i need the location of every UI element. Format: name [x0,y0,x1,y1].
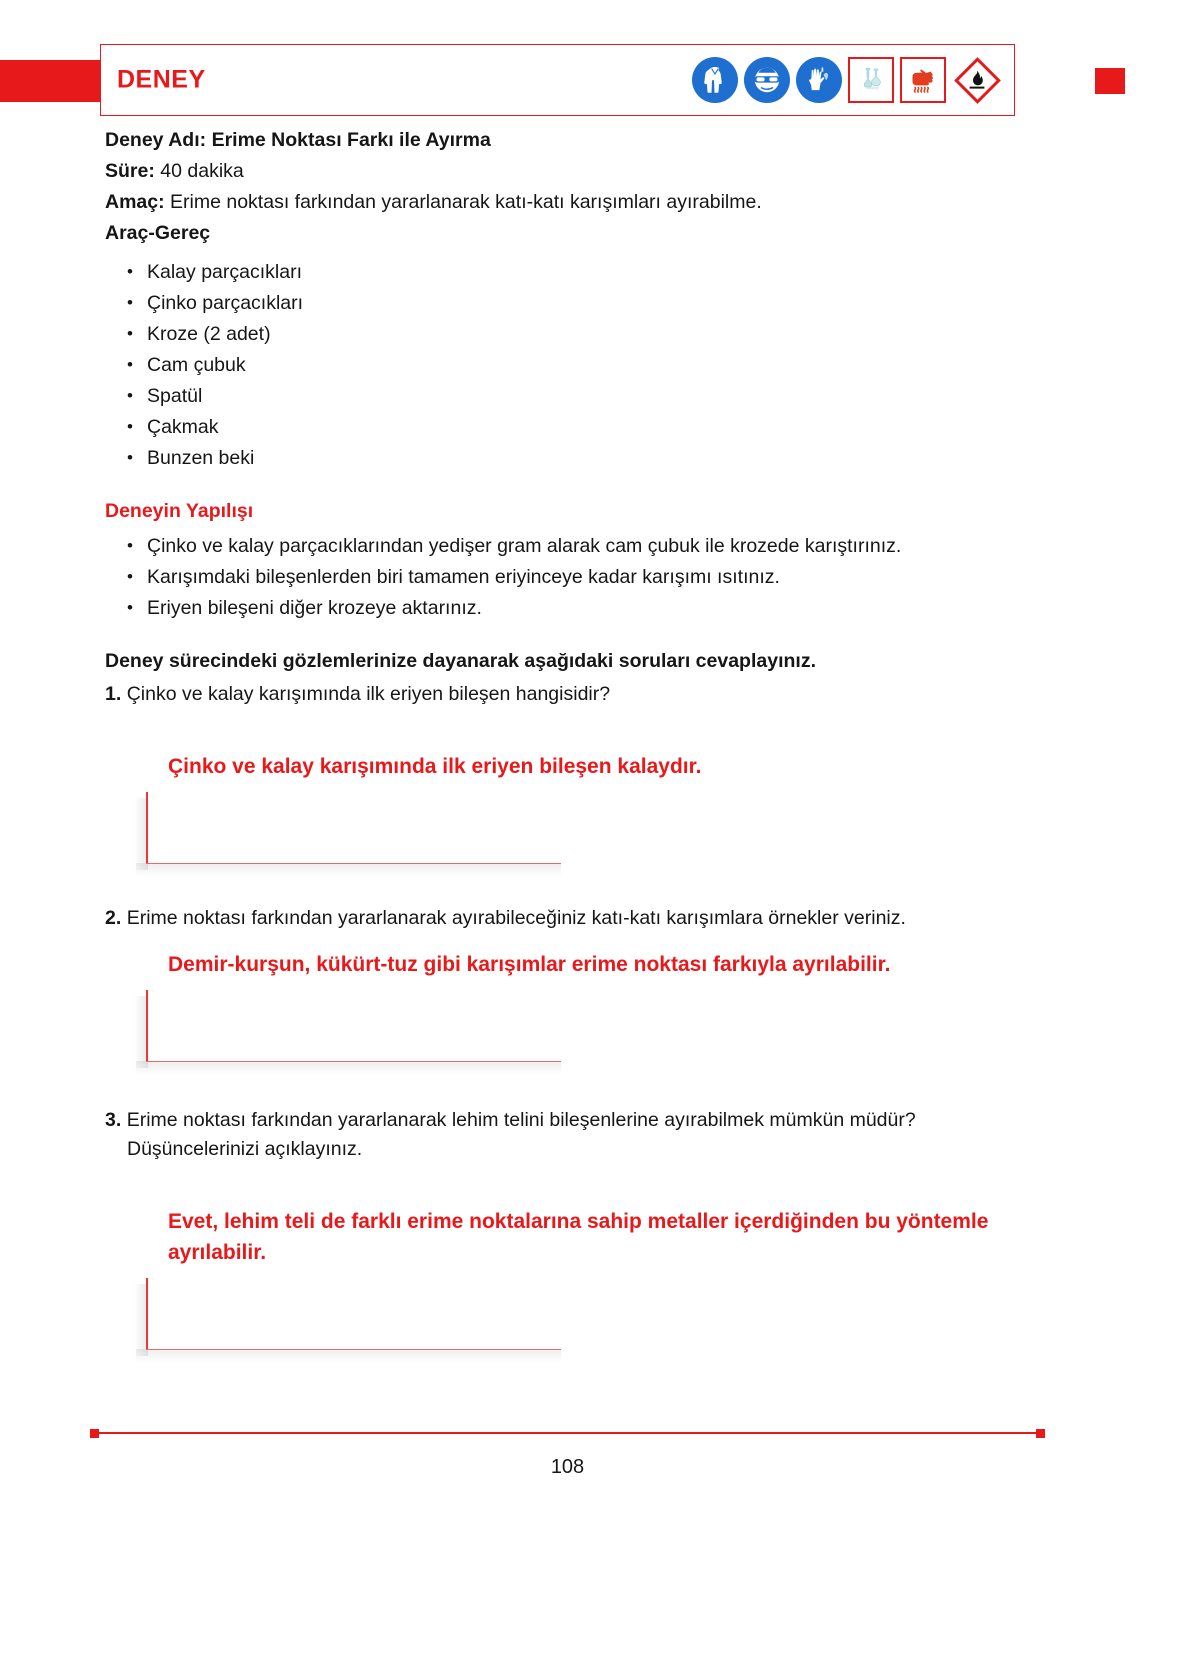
question-text: Erime noktası farkından yararlanarak lehim telini bileşenlerine ayırabilmek mümkün müdür? Düşüncelerinizi açıklayınız. [126,1109,916,1160]
list-item: • Çakmak [105,412,1045,443]
list-item: • Çinko ve kalay parçacıklarından yedişer gram alarak cam çubuk ile krozede karıştırınız. [105,531,1045,562]
hot-surface-hand-icon [900,57,946,103]
question-number: 3. [105,1109,122,1131]
answer-box-bottom-rule [146,863,561,864]
experiment-name-value: Erime Noktası Farkı ile Ayırma [211,129,491,151]
experiment-duration-line [105,156,1045,187]
section-spacer [105,1062,1045,1102]
question-text: Çinko ve kalay karışımında ilk eriyen bileşen hangisidir? [126,683,611,705]
list-item: • Karışımdaki bileşenlerden biri tamamen eriyinceye kadar karışımı ısıtınız. [105,562,1045,593]
list-item: • Cam çubuk [105,350,1045,381]
answer-spacer [105,725,1045,751]
list-item: • Eriyen bileşeni diğer krozeye aktarınız. [105,593,1045,624]
footer-dot-right [1036,1429,1045,1438]
questions-prompt: Deney sürecindeki gözlemlerinize dayanarak aşağıdaki soruları cevaplayınız. [105,650,816,672]
answer-box-2[interactable] [146,990,561,1062]
experiment-duration-value: 40 dakika [160,160,244,182]
question-3 [105,1106,1045,1164]
header-left-accent-tab [0,60,105,102]
list-item: • Kalay parçacıkları [105,257,1045,288]
experiment-header [0,44,1187,118]
list-item: • Spatül [105,381,1045,412]
section-spacer [105,864,1045,904]
experiment-name-label: Deney Adı: [105,129,207,151]
question-2 [105,904,1045,933]
procedure-list [105,531,1045,624]
list-item: • Bunzen beki [105,443,1045,474]
page-title: DENEY [117,65,206,94]
question-text: Erime noktası farkından yararlanarak ayırabileceğiniz katı-katı karışımlara örnekler veriniz. [126,907,906,929]
lab-coat-icon [692,57,738,103]
safety-goggles-icon [744,57,790,103]
answer-box-left-rule [146,792,148,864]
answer-text-2: Demir-kurşun, kükürt-tuz gibi karışımlar erime noktası farkıyla ayrılabilir. [168,953,891,976]
answer-block-2 [105,949,1045,1062]
answer-text-1: Çinko ve kalay karışımında ilk eriyen bileşen kalaydır. [168,755,702,778]
glassware-icon [848,57,894,103]
answer-box-left-rule [146,1278,148,1350]
materials-heading: Araç-Gereç [105,222,211,244]
list-item: • Çinko parçacıkları [105,288,1045,319]
answer-box-3[interactable] [146,1278,561,1350]
answer-block-3 [105,1180,1045,1350]
answer-box-1[interactable] [146,792,561,864]
answer-box-bottom-rule [146,1349,561,1350]
protective-gloves-icon [796,57,842,103]
experiment-name-line [105,125,1045,156]
experiment-body [105,125,1045,1350]
answer-box-shadow-bottom [136,1349,561,1363]
footer-dot-left [90,1429,99,1438]
procedure-heading: Deneyin Yapılışı [105,500,254,522]
page-number: 108 [550,1456,585,1478]
experiment-purpose-label: Amaç: [105,191,165,213]
answer-text-3: Evet, lehim teli de farklı erime noktalarına sahip metaller içerdiğinden bu yöntemle ayrılabilir. [168,1210,989,1264]
list-item: • Kroze (2 adet) [105,319,1045,350]
page-footer [90,1432,1045,1512]
answer-block-1 [105,725,1045,864]
answer-box-bottom-rule [146,1061,561,1062]
question-number: 1. [105,683,122,705]
question-1 [105,680,1045,709]
answer-box-left-rule [146,990,148,1062]
footer-rule [90,1432,1045,1434]
header-right-accent-tab [1095,68,1125,94]
question-number: 2. [105,907,122,929]
safety-icon-row [692,55,1002,105]
materials-list [105,257,1045,474]
header-box [100,44,1015,116]
experiment-purpose-value: Erime noktası farkından yararlanarak katı-katı karışımları ayırabilme. [170,191,762,213]
experiment-duration-label: Süre: [105,160,155,182]
flammable-hazard-diamond-icon [952,55,1002,105]
answer-spacer [105,1180,1045,1206]
experiment-purpose-line [105,187,1045,218]
